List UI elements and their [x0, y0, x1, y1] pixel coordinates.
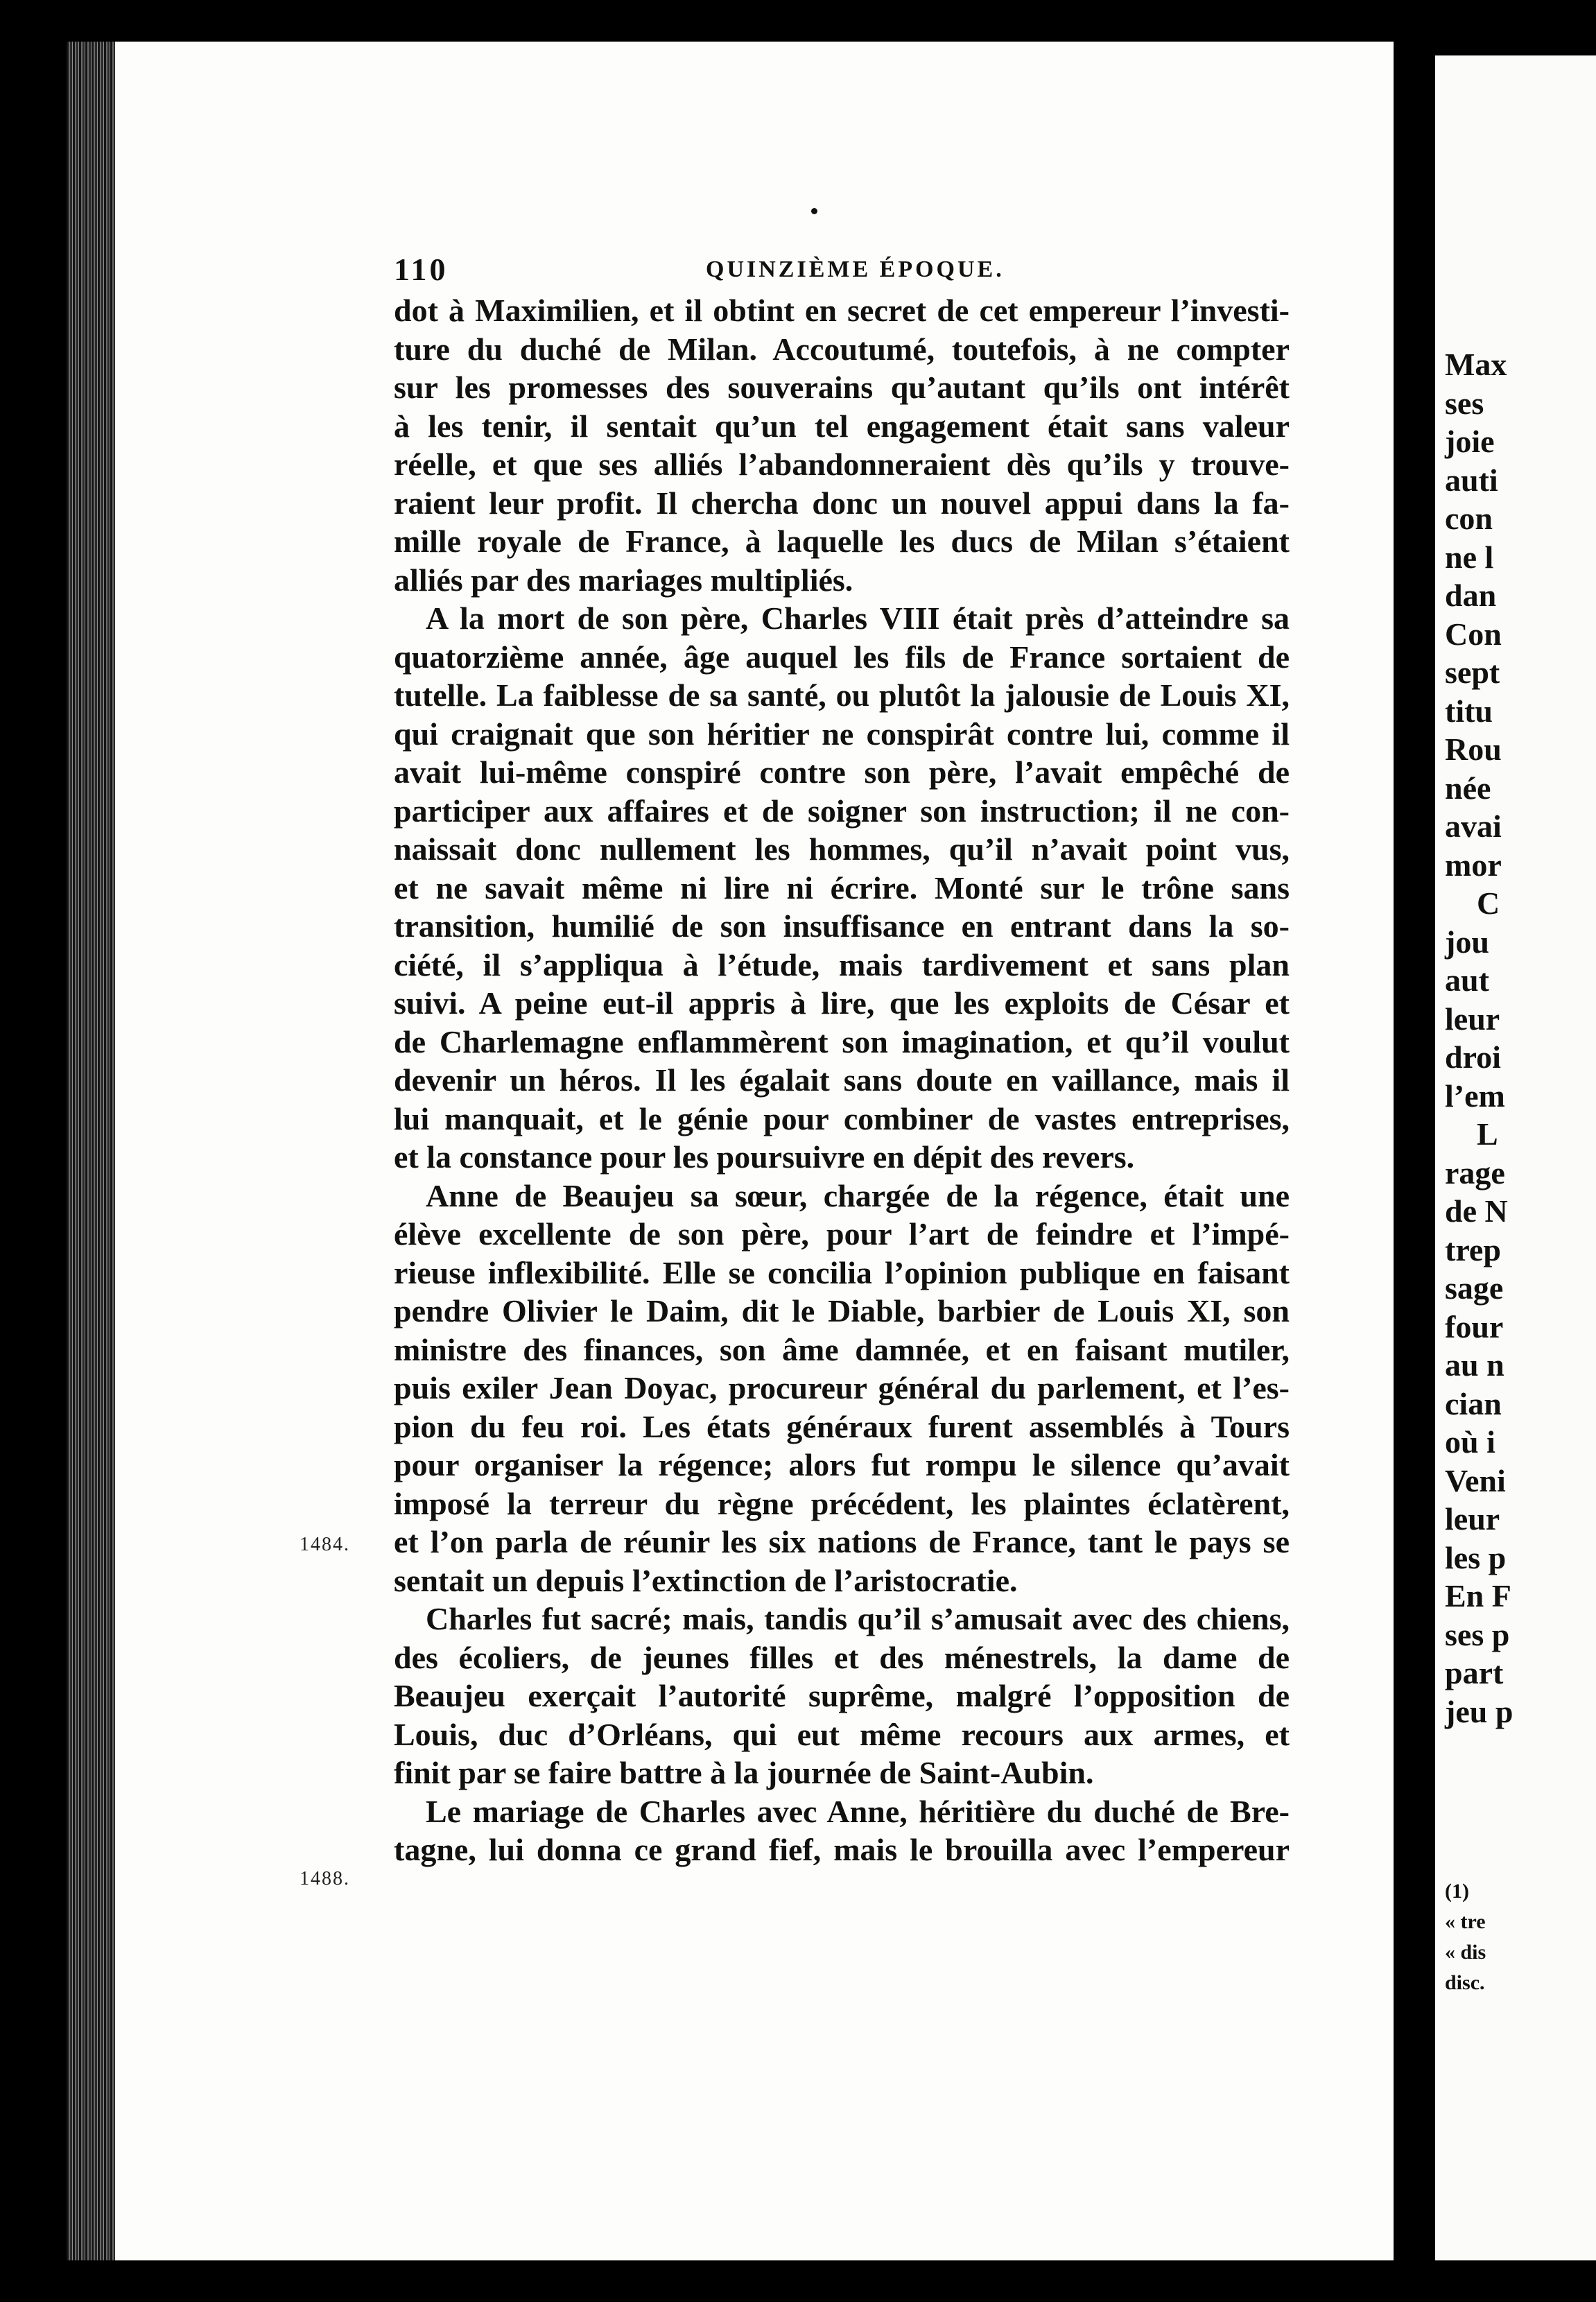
- text-line: pion du feu roi. Les états généraux furent assemblés à Tours: [394, 1408, 1290, 1444]
- text-line: lui manquait, et le génie pour combiner de vastes entreprises,: [394, 1100, 1290, 1136]
- right-page-line: leur: [1445, 1001, 1500, 1037]
- text-line: rieuse inflexibilité. Elle se concilia l’opinion publique en faisant: [394, 1254, 1290, 1290]
- margin-date-1488: 1488.: [300, 1868, 350, 1889]
- right-page-note-line: disc.: [1445, 1971, 1485, 1994]
- text-line: et l’on parla de réunir les six nations de France, tant le pays se: [394, 1524, 1290, 1559]
- text-line: sentait un depuis l’extinction de l’aristocratie.: [394, 1562, 1018, 1598]
- text-line: qui craignait que son héritier ne conspirât contre lui, comme il: [394, 716, 1290, 752]
- text-line: de Charlemagne enflammèrent son imagination, et qu’il voulut: [394, 1023, 1290, 1059]
- right-page-line: Rou: [1445, 732, 1502, 767]
- text-line: tutelle. La faiblesse de sa santé, ou plutôt la jalousie de Louis XI,: [394, 677, 1290, 713]
- right-page-line: au n: [1445, 1347, 1504, 1383]
- text-line: pendre Olivier le Daim, dit le Diable, barbier de Louis XI, son: [394, 1293, 1290, 1329]
- text-line: élève excellente de son père, pour l’art de feindre et l’impé-: [394, 1216, 1290, 1252]
- right-page-line: jeu p: [1445, 1693, 1513, 1729]
- running-header: [394, 251, 1295, 293]
- right-page-line: con: [1445, 501, 1493, 536]
- text-line: quatorzième année, âge auquel les fils de France sortaient de: [394, 639, 1290, 675]
- right-page-fragment: [1435, 55, 1596, 2260]
- right-page-text: [1445, 345, 1596, 1731]
- text-line: dot à Maximilien, et il obtint en secret de cet empereur l’investi-: [394, 293, 1290, 328]
- text-line: ciété, il s’appliqua à l’étude, mais tardivement et sans plan: [394, 946, 1290, 983]
- text-line: et la constance pour les poursuivre en dépit des revers.: [394, 1139, 1135, 1175]
- text-line: sur les promesses des souverains qu’autant qu’ils ont intérêt: [394, 370, 1290, 405]
- text-line: Anne de Beaujeu sa sœur, chargée de la régence, était une: [426, 1177, 1290, 1213]
- right-page-note-line: « tre: [1445, 1910, 1486, 1933]
- right-page-line: rage: [1445, 1154, 1505, 1191]
- text-line: naissait donc nullement les hommes, qu’il n’avait point vus,: [394, 831, 1290, 867]
- text-line: raient leur profit. Il chercha donc un nouvel appui dans la fa-: [394, 485, 1290, 521]
- text-line: des écoliers, de jeunes filles et des ménestrels, la dame de: [394, 1639, 1290, 1675]
- text-line: mille royale de France, à laquelle les ducs de Milan s’étaient: [394, 523, 1290, 559]
- running-title: QUINZIÈME ÉPOQUE.: [706, 257, 1005, 282]
- right-page-line: aut: [1445, 962, 1489, 998]
- right-page-line: C: [1477, 885, 1500, 921]
- right-page-line: née: [1445, 770, 1491, 806]
- text-line: Beaujeu exerçait l’autorité suprême, malgré l’opposition de: [394, 1678, 1290, 1713]
- right-page-line: trep: [1445, 1231, 1501, 1267]
- book-spine-edge: [67, 42, 119, 2260]
- right-page-line: de N: [1445, 1193, 1508, 1229]
- text-line: pour organiser la régence; alors fut rompu le silence qu’avait: [394, 1447, 1290, 1482]
- text-line: ture du duché de Milan. Accoutumé, toutefois, à ne compter: [394, 331, 1290, 367]
- text-line: A la mort de son père, Charles VIII était près d’atteindre sa: [426, 600, 1290, 636]
- ink-speck: [811, 208, 817, 214]
- right-page-line: joie: [1445, 424, 1495, 459]
- right-page-line: En F: [1445, 1578, 1511, 1613]
- right-page-line: titu: [1445, 693, 1493, 729]
- text-line: suivi. A peine eut-il appris à lire, que les exploits de César et: [394, 985, 1290, 1021]
- right-page-line: cian: [1445, 1385, 1502, 1421]
- right-page-line: ses p: [1445, 1616, 1510, 1652]
- text-line: avait lui-même conspiré contre son père, l’avait empêché de: [394, 754, 1290, 790]
- right-page-line: ses: [1445, 385, 1484, 421]
- text-line: participer aux affaires et de soigner son instruction; il ne con-: [394, 793, 1290, 829]
- text-line: transition, humilié de son insuffisance en entrant dans la so-: [394, 908, 1290, 944]
- right-page-line: leur: [1445, 1501, 1500, 1537]
- right-page-line: four: [1445, 1308, 1504, 1344]
- right-page-line: où i: [1445, 1424, 1495, 1460]
- text-line: ministre des finances, son âme damnée, et en faisant mutiler,: [394, 1331, 1290, 1367]
- text-line: alliés par des mariages multipliés.: [394, 562, 853, 598]
- right-page-line: droi: [1445, 1039, 1501, 1075]
- right-page-line: Veni: [1445, 1462, 1506, 1498]
- right-page-line: auti: [1445, 462, 1498, 498]
- right-page-line: les p: [1445, 1539, 1507, 1575]
- right-page-line: l’em: [1445, 1078, 1505, 1114]
- right-page-line: L: [1477, 1116, 1498, 1152]
- text-line: et ne savait même ni lire ni écrire. Monté sur le trône sans: [394, 869, 1290, 906]
- text-line: tagne, lui donna ce grand fief, mais le brouilla avec l’empereur: [394, 1832, 1290, 1867]
- right-page-note-line: « dis: [1445, 1941, 1486, 1964]
- page-number: 110: [394, 252, 449, 287]
- right-page-note-line: (1): [1445, 1880, 1469, 1903]
- body-text: [394, 291, 1290, 1869]
- right-page-line: Con: [1445, 616, 1502, 652]
- right-page-line: sept: [1445, 655, 1500, 690]
- margin-date-1484: 1484.: [300, 1534, 350, 1555]
- right-page-footnotes: [1445, 1876, 1486, 1998]
- right-page-line: jou: [1445, 924, 1489, 960]
- text-line: puis exiler Jean Doyac, procureur général du parlement, et l’es-: [394, 1370, 1290, 1405]
- text-line: finit par se faire battre à la journée de Saint-Aubin.: [394, 1755, 1094, 1790]
- right-page-line: sage: [1445, 1270, 1504, 1306]
- right-page-line: mor: [1445, 847, 1502, 883]
- text-line: réelle, et que ses alliés l’abandonneraient dès qu’ils y trouve-: [394, 447, 1290, 482]
- text-line: Le mariage de Charles avec Anne, héritière du duché de Bre-: [426, 1793, 1290, 1829]
- text-line: devenir un héros. Il les égalait sans doute en vaillance, mais il: [394, 1062, 1290, 1098]
- text-line: imposé la terreur du règne précédent, les plaintes éclatèrent,: [394, 1485, 1290, 1521]
- right-page-line: ne l: [1445, 539, 1494, 575]
- right-page-line: Max: [1445, 347, 1507, 382]
- right-page-line: avai: [1445, 808, 1502, 844]
- right-page-line: dan: [1445, 578, 1497, 613]
- text-line: Charles fut sacré; mais, tandis qu’il s’amusait avec des chiens,: [426, 1601, 1290, 1636]
- text-line: à les tenir, il sentait qu’un tel engagement était sans valeur: [394, 408, 1290, 444]
- right-page-line: part: [1445, 1655, 1504, 1690]
- text-line: Louis, duc d’Orléans, qui eut même recours aux armes, et: [394, 1716, 1290, 1752]
